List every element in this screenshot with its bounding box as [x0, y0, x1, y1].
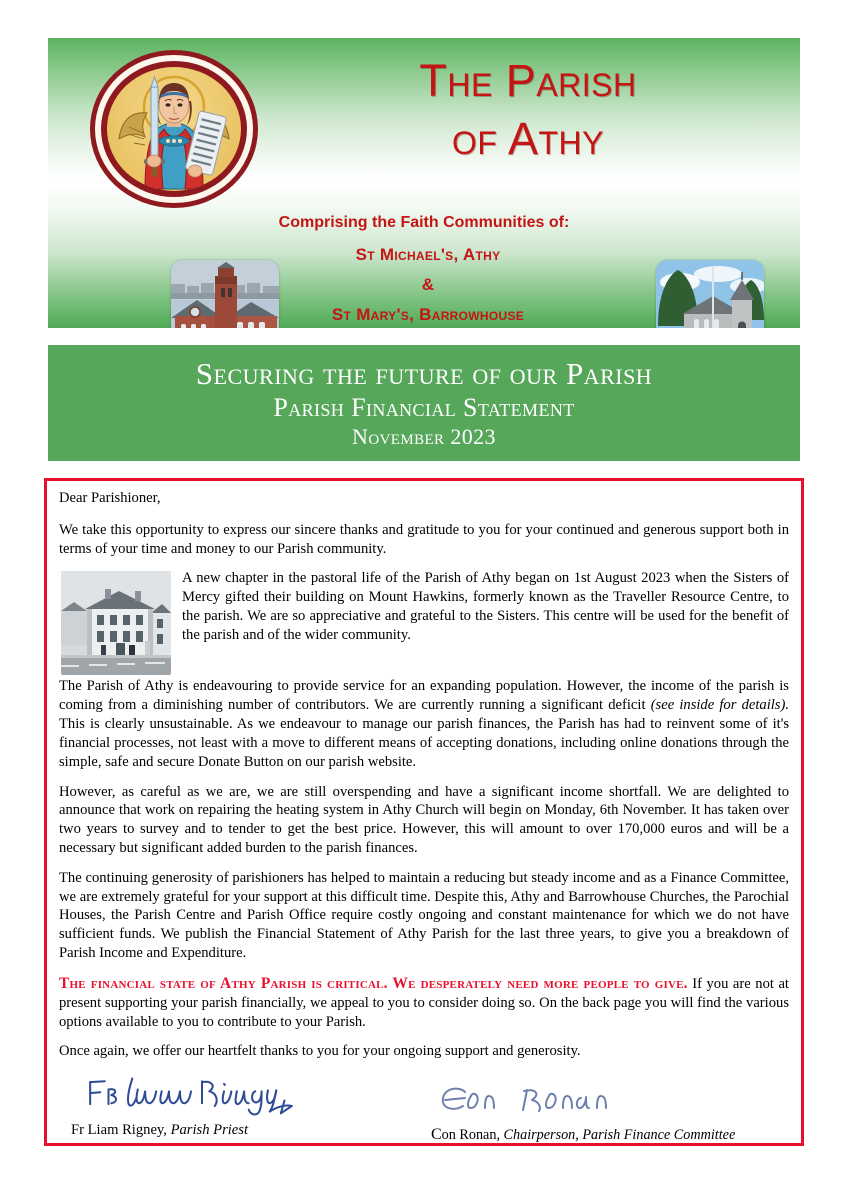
- signer-role-right: Chairperson, Parish Finance Committee: [503, 1127, 736, 1144]
- signature-caption-chairperson: [431, 1126, 735, 1144]
- financial-statement-banner: [48, 345, 800, 461]
- banner-date: November 2023: [352, 423, 496, 449]
- fr-liam-rigney-signature-icon: [71, 1073, 311, 1117]
- faith-community-1: St Michael's, Athy: [355, 245, 501, 264]
- paragraph-critical-appeal: [59, 974, 789, 1032]
- paragraph-closing: Once again, we offer our heartfelt thanks to you for your ongoing support and generosity.: [59, 1043, 581, 1060]
- st-marys-barrowhouse-photo: [656, 260, 764, 328]
- faith-communities-list: [248, 240, 608, 328]
- faith-community-ampersand: &: [421, 274, 435, 294]
- masthead-banner: [48, 38, 800, 328]
- saint-michael-crest-icon: [90, 50, 258, 208]
- signer-name-right-initial: C: [431, 1126, 442, 1144]
- letter-body: [44, 478, 804, 1146]
- signature-caption-parish-priest: [71, 1122, 311, 1139]
- banner-headline: Securing the future of our Parish: [195, 356, 653, 391]
- mount-hawkins-photo: [61, 571, 171, 675]
- critical-state-callout: The financial state of Athy Parish is critical. We desperately need more people to give.: [59, 974, 688, 992]
- critical-appeal-rest: If you are not at present supporting your parish financially, we appeal to you to consider doing so. On the back page you will find the various options available to you to contribute to your Parish.: [59, 975, 789, 1030]
- paragraph-deficit-part-2: This is clearly unsustainable. As we endeavour to manage our parish finances, the Parish has had to reinvent some of it's financial processes, not least with a move to different means of accepting donations, including online donations through the simple, safe and secure Donate Button on our parish website.: [59, 716, 789, 770]
- signer-name-left: Fr Liam Rigney,: [71, 1122, 167, 1139]
- paragraph-new-chapter: A new chapter in the pastoral life of the Parish of Athy began on 1st August 2023 when the Sisters of Mercy gifted their building on Mount Hawkins, formerly known as the Traveller Resource Centre, to the parish. We are so appreciative and grateful to the Sisters. This centre will be used for the benefit of the parish and of the wider community.: [182, 570, 789, 643]
- signer-role-left: Parish Priest: [170, 1122, 249, 1139]
- masthead-title: [278, 52, 778, 167]
- paragraph-generosity: The continuing generosity of parishioners has helped to maintain a reducing but steady income and as a Finance Committee, we are extremely grateful for your support at this difficult time. Despite this, Athy and Barrowhouse Churches, the Parochial Houses, the Parish Centre and Parish Office require costly ongoing and constant maintenance for which we do not have sufficient funds. We publish the Financial Statement of Athy Parish for the last three years, to give you a breakdown of Parish Income and Expenditure.: [59, 869, 789, 961]
- saint-michael-illustration: [107, 67, 241, 191]
- see-inside-note: (see inside for details).: [650, 697, 789, 714]
- paragraph-heating: However, as careful as we are, we are still overspending and have a significant income shortfall. We are delighted to announce that work on repairing the heating system in Athy Church will begin on Monday, 6th November. It has taken over two years to survey and to tender to get the best price. However, this will amount to over 170,000 euros and will be a necessary but significant added burden to the parish finances.: [59, 783, 789, 856]
- letter-salutation: Dear Parishioner,: [59, 490, 161, 506]
- banner-subhead: Parish Financial Statement: [273, 392, 575, 422]
- faith-community-2: St Mary's, Barrowhouse: [331, 304, 525, 324]
- comprising-label: Comprising the Faith Communities of:: [278, 214, 570, 231]
- paragraph-deficit-part-1: The Parish of Athy is endeavouring to provide service for an expanding population. However, the income of the parish is coming from a diminishing number of contributors. We are currently running a significant deficit: [59, 678, 789, 714]
- masthead-title-line-1: The Parish: [419, 55, 637, 106]
- con-ronan-signature-icon: [431, 1077, 641, 1121]
- signature-area: [59, 1073, 789, 1157]
- signer-name-right: on Ronan,: [441, 1127, 500, 1144]
- st-michaels-athy-photo: [171, 260, 279, 328]
- masthead-title-line-2: of Athy: [452, 112, 604, 164]
- paragraph-new-chapter-block: [59, 569, 789, 677]
- signature-block-chairperson: [431, 1077, 735, 1144]
- paragraph-deficit: [59, 677, 789, 771]
- signature-block-parish-priest: [71, 1073, 311, 1139]
- paragraph-thanks: We take this opportunity to express our sincere thanks and gratitude to you for your continued and generous support both in terms of your time and money to our Parish community.: [59, 521, 789, 557]
